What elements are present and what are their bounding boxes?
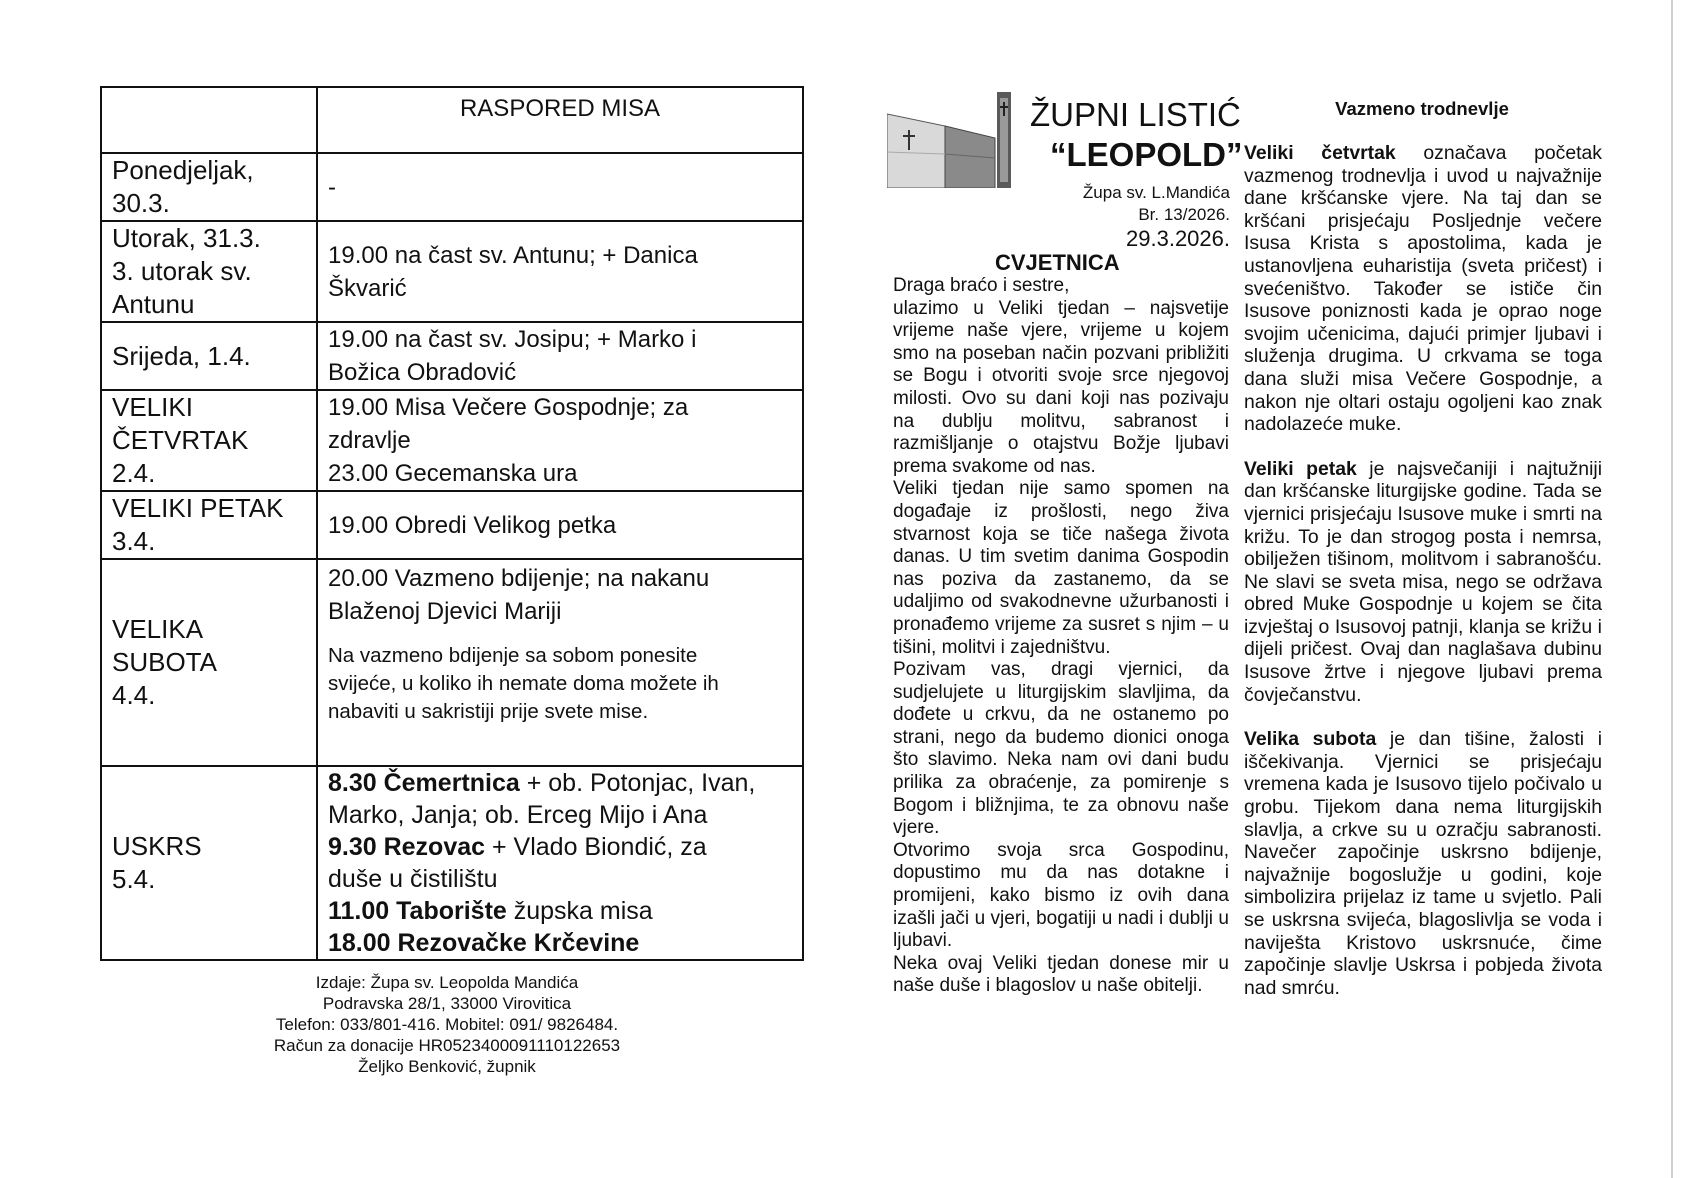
table-row — [101, 153, 803, 221]
mass-line: Blaženoj Djevici Mariji — [328, 598, 562, 625]
letter-paragraph: Pozivam vas, dragi vjernici, da sudjelujete u liturgijskim slavljima, da dođete u crkvu, da ne ostanemo po strani, nego da budemo dionici onoga što slavimo. Neka nam ovi dani budu prilika za obraćenje, za pomirenje s Bogom i bližnjima, te za obnovu naše vjere. — [893, 659, 1229, 839]
footer-line: Račun za donacije HR0523400091110122653 — [273, 1036, 621, 1055]
mass-time-place: 11.00 Taborište — [328, 897, 507, 925]
mass-intention: župska misa — [506, 897, 653, 925]
mass-cell — [317, 153, 803, 221]
mass-cell — [317, 766, 803, 960]
day-line: VELIKA SUBOTA — [112, 614, 217, 677]
letter-paragraph: Veliki tjedan nije samo spomen na događaje iz prošlosti, nego živa stvarnost koja se tiče našega života danas. U tim svetim danima Gospodin nas poziva da zastanemo, da se udaljimo od svakodnevne užurbanosti i pronađemo vrijeme za susret s njim – u tišini, molitvi i zajedništvu. — [893, 478, 1229, 658]
day-line: 4.4. — [112, 680, 156, 710]
day-line: ČETVRTAK — [112, 425, 249, 455]
mass-line: Božica Obradović — [328, 359, 517, 386]
mass-intention: Marko, Janja; ob. Erceg Mijo i Ana — [328, 801, 708, 829]
day-line: Ponedjeljak, — [112, 155, 254, 185]
table-row — [101, 766, 803, 960]
triduum-paragraph — [1244, 728, 1602, 999]
note-line: svijeće, u koliko ih nemate doma možete ih — [328, 672, 719, 695]
footer-line: Izdaje: Župa sv. Leopolda Mandića — [315, 973, 579, 992]
triduum-description: je najsvečaniji i najtužniji dan kršćanske liturgijske godine. Tada se vjernici prisjećaju Isusove muke i smrti na križu. To je dan strogog posta i nemrsa, obilježen tišinom, molitvom i sabranošću. Ne slavi se sveta misa, nego se održava obred Muke Gospodnje u kojem se čita izvještaj o Isusovoj patnji, klanja se križu i dijeli pričest. Ovaj dan naglašava dubinu Isusove žrtve i njegove ljubavi prema čovječanstvu. — [1244, 457, 1602, 706]
day-line: 3.4. — [112, 526, 156, 556]
vigil-note — [328, 642, 792, 726]
table-row — [101, 491, 803, 559]
table-row — [101, 390, 803, 491]
triduum-title: Vazmeno trodnevlje — [1335, 98, 1509, 119]
day-cell — [101, 221, 317, 322]
mass-intention: duše u čistilištu — [328, 865, 498, 893]
triduum-paragraph — [1244, 142, 1602, 436]
triduum-text — [1244, 142, 1602, 1021]
mass-time-place: 9.30 Rezovac — [328, 833, 486, 861]
mass-cell — [317, 322, 803, 390]
table-row — [101, 322, 803, 390]
sunday-letter — [893, 275, 1229, 998]
issue-number: Br. 13/2026. — [1138, 205, 1230, 224]
day-line: Antunu — [112, 289, 195, 319]
table-row — [101, 559, 803, 766]
mass-cell — [317, 390, 803, 491]
letter-paragraph: ulazimo u Veliki tjedan – najsvetije vrijeme naše vjere, vrijeme u kojem smo na poseban način pozvani približiti se Bogu i otvoriti svoje srce njegovoj milosti. Ovo su dani koji nas pozivaju na dublju molitvu, sabranost i razmišljanje o otajstvu Božje ljubavi prema svakome od nas. — [893, 297, 1229, 477]
day-cell — [101, 322, 317, 390]
day-line: 30.3. — [112, 188, 170, 218]
mass-line: 19.00 na čast sv. Josipu; + Marko i — [328, 326, 697, 353]
title-line-1: ŽUPNI LISTIĆ — [1030, 96, 1241, 133]
table-row — [101, 221, 803, 322]
mass-time-place: 18.00 Rezovačke Krčevine — [328, 929, 640, 957]
day-cell — [101, 390, 317, 491]
mass-cell — [317, 559, 803, 766]
triduum-term: Veliki četvrtak — [1244, 142, 1396, 164]
day-line: Srijeda, 1.4. — [112, 340, 251, 371]
publisher-footer — [160, 972, 734, 1077]
mass-line: 19.00 Obredi Velikog petka — [328, 511, 617, 539]
mass-intention: + Vlado Biondić, za — [485, 833, 707, 861]
triduum-description: je dan tišine, žalosti i iščekivanja. Vjernici se prisjećaju vremena kada je Isusovo tijelo počivalo u grobu. Tijekom dana nema liturgijskih slavlja, a crkve su u ozračju sabranosti. Navečer započinje uskrsno bdijenje, najvažnije bogoslužje u godini, koje simbolizira prijelaz iz tame u svjetlo. Pali se uskrsna svijeća, blagoslivlja se voda i naviješta Kristovo uskrsnuće, čime započinje slavlje Uskrsa i pobjeda života nad smrću. — [1244, 728, 1602, 999]
mass-time-place: 8.30 Čemertnica — [328, 769, 520, 797]
easter-line — [328, 863, 792, 895]
footer-line: Telefon: 033/801-416. Mobitel: 091/ 9826484. — [275, 1015, 619, 1034]
easter-line — [328, 927, 792, 959]
day-line: Utorak, 31.3. — [112, 223, 261, 253]
triduum-term: Veliki petak — [1244, 457, 1357, 480]
easter-line — [328, 831, 792, 863]
letter-paragraph: Neka ovaj Veliki tjedan donese mir u naše duše i blagoslov u naše obitelji. — [893, 952, 1229, 997]
triduum-paragraph — [1244, 458, 1602, 707]
title-line-2: “LEOPOLD” — [1050, 136, 1243, 173]
day-line: VELIKI — [112, 392, 193, 422]
day-line: 3. utorak sv. — [112, 256, 252, 286]
mass-line: zdravlje — [328, 427, 411, 454]
mass-line: 19.00 Misa Večere Gospodnje; za — [328, 394, 689, 421]
mass-line: 20.00 Vazmeno bdijenje; na nakanu — [328, 565, 710, 592]
newsletter-title — [1030, 95, 1243, 175]
schedule-title: RASPORED MISA — [317, 87, 803, 153]
day-cell — [101, 153, 317, 221]
mass-cell — [317, 221, 803, 322]
letter-paragraph: Otvorimo svoja srca Gospodinu, dopustimo mu da nas dotakne i promijeni, kako bismo iz ovih dana izašli jači u vjeri, bogatiji u nadi i dublji u ljubavi. — [893, 839, 1229, 952]
letter-paragraph: Draga braćo i sestre, — [893, 275, 1070, 296]
note-line: nabaviti u sakristiji prije svete mise. — [328, 700, 649, 723]
day-cell — [101, 491, 317, 559]
easter-line — [328, 799, 792, 831]
mass-line: Škvarić — [328, 274, 407, 302]
day-cell — [101, 559, 317, 766]
triduum-term: Velika subota — [1244, 728, 1377, 751]
sunday-title: CVJETNICA — [995, 250, 1120, 275]
triduum-description: označava početak vazmenog trodnevlja i uvod u najvažnije dane kršćanske vjere. Na taj dan se kršćani prisjećaju Posljednje večere Isusa Krista s apostolima, kada je ustanovljena euharistija (sveta pričest) i svećeništvo. Također se ističe čin Isusove poniznosti kada je oprao noge svojim učenicima, dajući primjer ljubavi i služenja drugima. U crkvama se toga dana služi misa Večere Gospodnje, a nakon nje oltari ostaju ogoljeni kao znak nadolazeće muke. — [1244, 142, 1602, 436]
parish-name: Župa sv. L.Mandića — [1082, 183, 1230, 202]
day-line: USKRS — [112, 831, 202, 861]
mass-schedule-table — [100, 86, 804, 961]
note-line: Na vazmeno bdijenje sa sobom ponesite — [328, 644, 698, 667]
page-edge — [1671, 0, 1673, 1178]
issue-date: 29.3.2026. — [1126, 226, 1230, 251]
footer-line: Željko Benković, župnik — [358, 1057, 536, 1076]
mass-line: 23.00 Gecemanska ura — [328, 460, 578, 487]
day-line: 5.4. — [112, 864, 156, 894]
mass-line: 19.00 na čast sv. Antunu; + Danica — [328, 241, 698, 269]
easter-line — [328, 895, 792, 927]
issue-info — [1083, 182, 1230, 252]
table-header-row — [101, 87, 803, 153]
day-cell — [101, 766, 317, 960]
header-empty-cell — [101, 87, 317, 153]
church-illustration — [887, 92, 1013, 188]
mass-cell — [317, 491, 803, 559]
easter-line — [328, 767, 792, 799]
day-line: VELIKI PETAK — [112, 493, 284, 523]
mass-line: - — [328, 173, 336, 201]
day-line: 2.4. — [112, 458, 156, 488]
footer-line: Podravska 28/1, 33000 Virovitica — [322, 994, 572, 1013]
mass-intention: + ob. Potonjac, Ivan, — [519, 769, 756, 797]
